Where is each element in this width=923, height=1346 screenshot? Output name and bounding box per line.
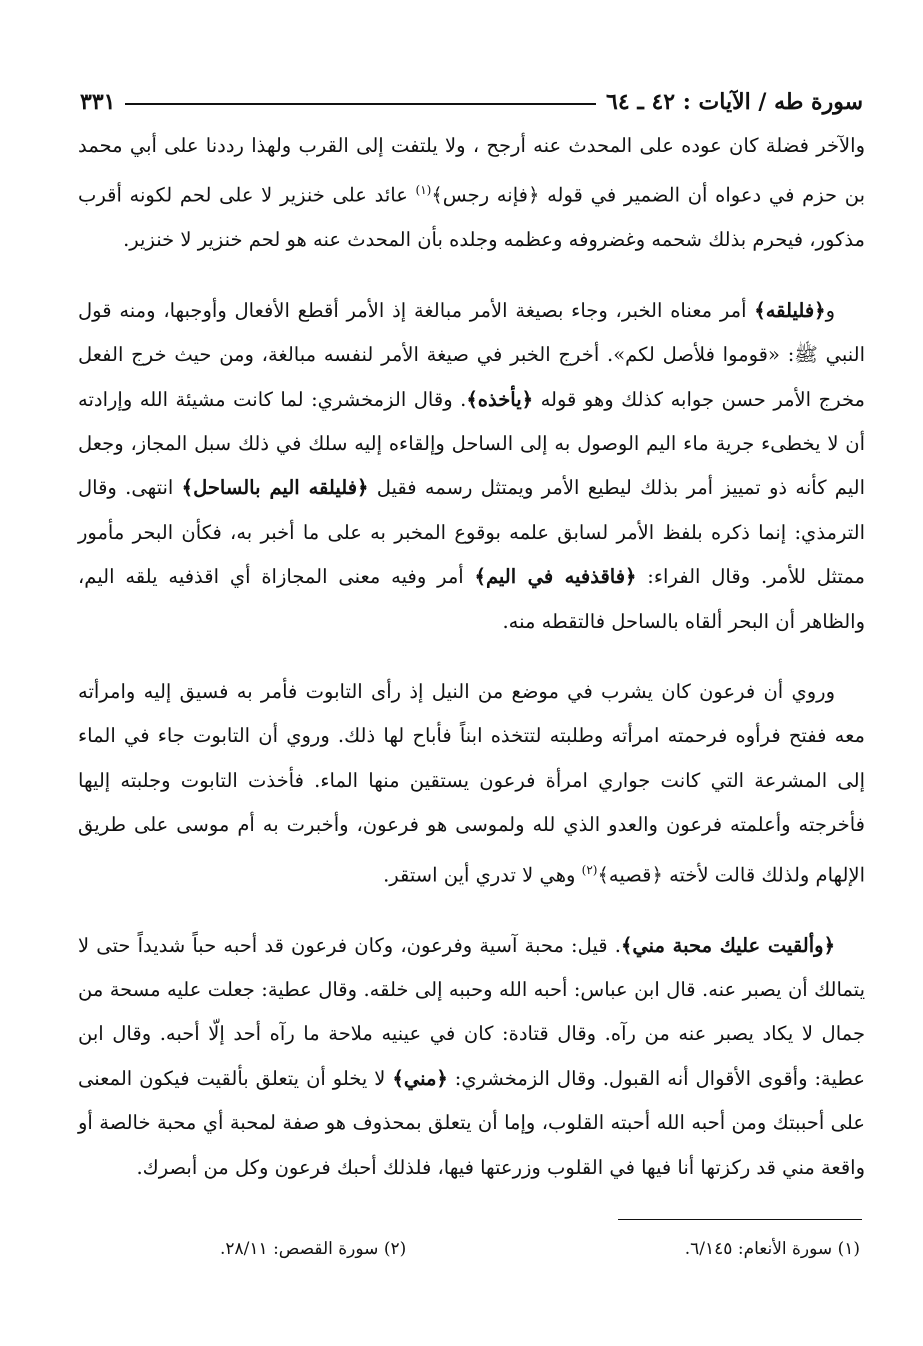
paragraph-1 [78,124,865,263]
paragraph-4 [78,924,865,1190]
text-run: . وقال الزمخشري: لما كانت مشيئة الله وإرادته أن لا يخطىء جرية ماء اليم الوصول به إلى الساحل وإلقاءه إليه سلك في ذلك سبل المجاز، وجعل اليم كأنه ذو تمييز أمر بذلك ليطيع الأمر ويمتثل رسمه فقيل [78,387,866,500]
quran-quote: ﴿وألقيت عليك محبة مني﴾ [620,933,835,957]
text-run: لا يخلو أن يتعلق بألقيت فيكون المعنى على أحببتك ومن أحبه الله أحبته القلوب، وإما أن يتعلق بمحذوف هو صفة لمحبة أي محبة خالصة أو واقعة مني قد ركزتها أنا فيها في القلوب وزرعتها فيها، فلذلك أحبك فرعون وكل من أبصرك. [78,1066,865,1179]
footnote-2: (٢) سورة القصص: ٢٨/١١. [220,1239,407,1259]
page-number: ٣٣١ [80,89,116,115]
text-run: وهي لا تدري أين استقر. [383,863,582,887]
text-run: أمر معناه الخبر، وجاء بصيغة الأمر مبالغة إذ الأمر أقطع الأفعال وأوجبها، ومنه قول النبي ﷺ: «قوموا فلأصل لكم». أخرج الخبر في صيغة الأمر لنفسه مبالغة، ومن حيث خرج الفعل مخرج الأمر حسن جوابه كذلك وهو قوله [78,298,865,411]
text-run: وروي أن فرعون كان يشرب في موضع من النيل إذ رأى التابوت فأمر به فسيق إليه وامرأته معه ففتح فرأوه فرحمته امرأته وطلبته لتتخذه ابناً فأباح لها ذلك. وروي أن التابوت جاء في الماء إلى المشرعة التي كانت جواري امرأة فرعون يستقين منها الماء. فأخذت التابوت وجلبته إليها فأخرجته وأعلمته فرعون والعدو الذي لله ولموسى هو فرعون، وأخبرت به أم موسى على طريق الإلهام ولذلك قالت لأخته ﴿قصيه﴾ [78,679,865,887]
footnotes [220,1232,860,1266]
paragraph-gap [78,263,865,289]
footnote-ref: (١) [415,183,432,198]
quran-quote: ﴿فليلقه اليم بالساحل﴾ [181,476,369,500]
text-run: أمر وفيه معنى المجازاة أي اقذفيه يلقه اليم، والظاهر أن البحر ألقاه بالساحل فالتقطه منه. [78,565,865,633]
quran-quote: ﴿فاقذفيه في اليم﴾ [474,565,637,589]
footnote-divider [618,1219,862,1220]
text-run: . قيل: محبة آسية وفرعون، وكان فرعون قد أحبه حباً شديداً حتى لا يتمالك أن يصبر عنه. قال ابن عباس: أحبه الله وحببه إلى خلقه. وقال عطية: جعلت عليه مسحة من جمال لا يكاد يصبر عنه من رآه. وقال قتادة: كان في عينيه ملاحة ما رآه أحد إلّا أحبه. وقال ابن عطية: وأقوى الأقوال أنه القبول. وقال الزمخشري: [78,933,866,1090]
running-header [80,84,863,120]
text-run: والآخر فضلة كان عوده على المحدث عنه أرجح ، ولا يلتفت إلى القرب ولهذا رددنا على أبي محمد بن حزم في دعواه أن الضمير في قوله ﴿فإنه رجس﴾ [78,134,865,207]
quran-quote: ﴿يأخذه﴾ [466,387,534,411]
body-text [78,124,865,1190]
text-run: انتهى. وقال الترمذي: إنما ذكره بلفظ الأمر لسابق علمه بوقوع المخبر به على ما أخبر به، فكأن البحر مأمور ممتثل للأمر. وقال الفراء: [78,476,865,589]
header-title: سورة طه / الآيات : ٤٢ ـ ٦٤ [606,89,863,115]
quran-quote: ﴿مني﴾ [392,1066,448,1090]
paragraph-2 [78,289,865,644]
footnote-ref: (٢) [581,862,598,877]
footnote-1: (١) سورة الأنعام: ٦/١٤٥. [684,1239,860,1259]
paragraph-3 [78,670,865,898]
paragraph-gap [78,644,865,670]
paragraph-gap [78,898,865,924]
text-run: و [825,298,835,322]
quran-quote: ﴿فليلقه﴾ [754,298,826,322]
text-run: عائد على خنزير لا على لحم لكونه أقرب مذكور، فيحرم بذلك شحمه وغضروفه وعظمه وجلده بأن المحدث عنه هو لحم خنزير لا خنزير. [78,183,865,252]
header-rule [125,103,596,105]
